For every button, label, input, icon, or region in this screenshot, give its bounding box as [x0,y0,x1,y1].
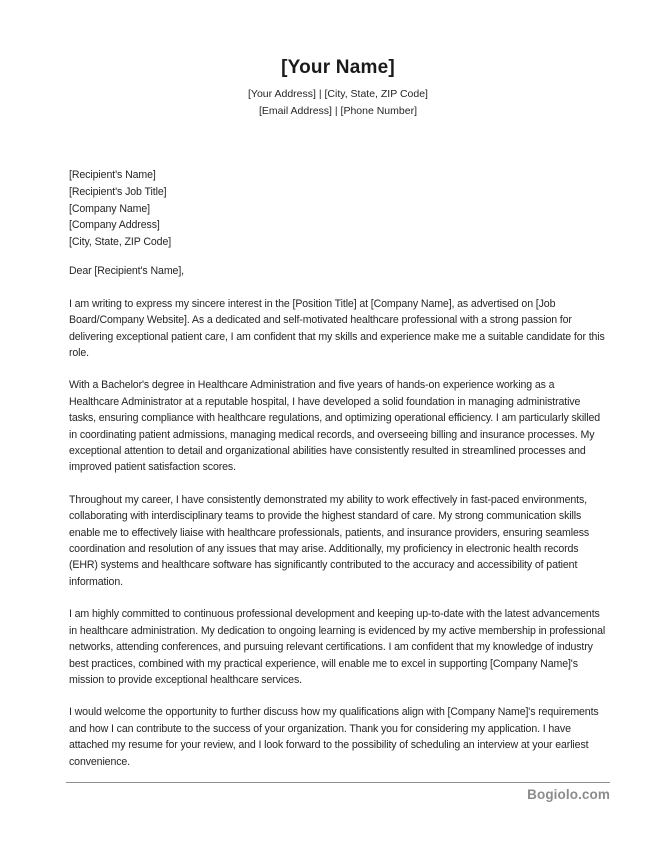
footer-divider [66,782,610,804]
body-paragraph-1: I am writing to express my sincere interest in the [Position Title] at [Company Name], as advertised on [Job Board/Company Website]. As a dedicated and self-motivated healthcare professional with a strong passion for delivering exceptional patient care, I am confident that my skills and experience make me a suitable candidate for this role. [69,297,605,359]
recipient-company-address-line: [Company Address] [69,219,160,232]
body-paragraph-3: Throughout my career, I have consistently demonstrated my ability to work effectively in fast-paced environments, collaborating with interdisciplinary teams to provide the highest standard of care. My strong communication skills enable me to effectively liaise with healthcare professionals, patients, and insurance providers, ensuring seamless coordination and resolution of any issues that may arise. Additionally, my proficiency in electronic health records (EHR) systems and healthcare software has significantly contributed to the accuracy and accessibility of patient information. [69,493,590,588]
sender-header [69,57,607,120]
sender-address-line: [Your Address] | [City, State, ZIP Code] [248,88,428,100]
body-paragraph-5: I would welcome the opportunity to further discuss how my qualifications align with [Company Name]'s requirements and how I can contribute to the success of your organization. Thank you for considering my application. I have attached my resume for your review, and I look forward to the possibility of scheduling an interview at your earliest convenience. [69,706,599,768]
sender-contact-line: [Email Address] | [Phone Number] [259,105,417,117]
recipient-name-line: [Recipient's Name] [69,169,156,181]
body-paragraph-4: I am highly committed to continuous professional development and keeping up-to-date with the latest advancements in healthcare administration. My dedication to ongoing learning is evidenced by my active membership in professional networks, attending conferences, and pursuing relevant certifications. I am confident that my knowledge of industry best practices, combined with my practical experience, will enable me to excel in supporting [Company Name]'s mission to provide exceptional healthcare services. [69,608,606,686]
body-paragraph-2: With a Bachelor's degree in Healthcare Administration and five years of hands-on experience working as a Healthcare Administrator at a reputable hospital, I have developed a solid foundation in managing administrative tasks, ensuring compliance with healthcare regulations, and optimizing operational efficiency. I am particularly skilled in coordinating patient admissions, managing medical records, and overseeing billing and insurance processes. My exceptional attention to detail and organizational abilities have consistently resulted in streamlined processes and improved patient satisfaction scores. [69,379,601,474]
footer-brand: Bogiolo.com [527,787,610,802]
recipient-job-title-line: [Recipient's Job Title] [69,185,167,198]
recipient-city-state-zip-line: [City, State, ZIP Code] [69,236,172,249]
salutation: Dear [Recipient's Name], [69,264,185,277]
sender-name: [Your Name] [281,57,395,78]
recipient-block [69,167,607,251]
recipient-company-name-line: [Company Name] [69,202,151,215]
